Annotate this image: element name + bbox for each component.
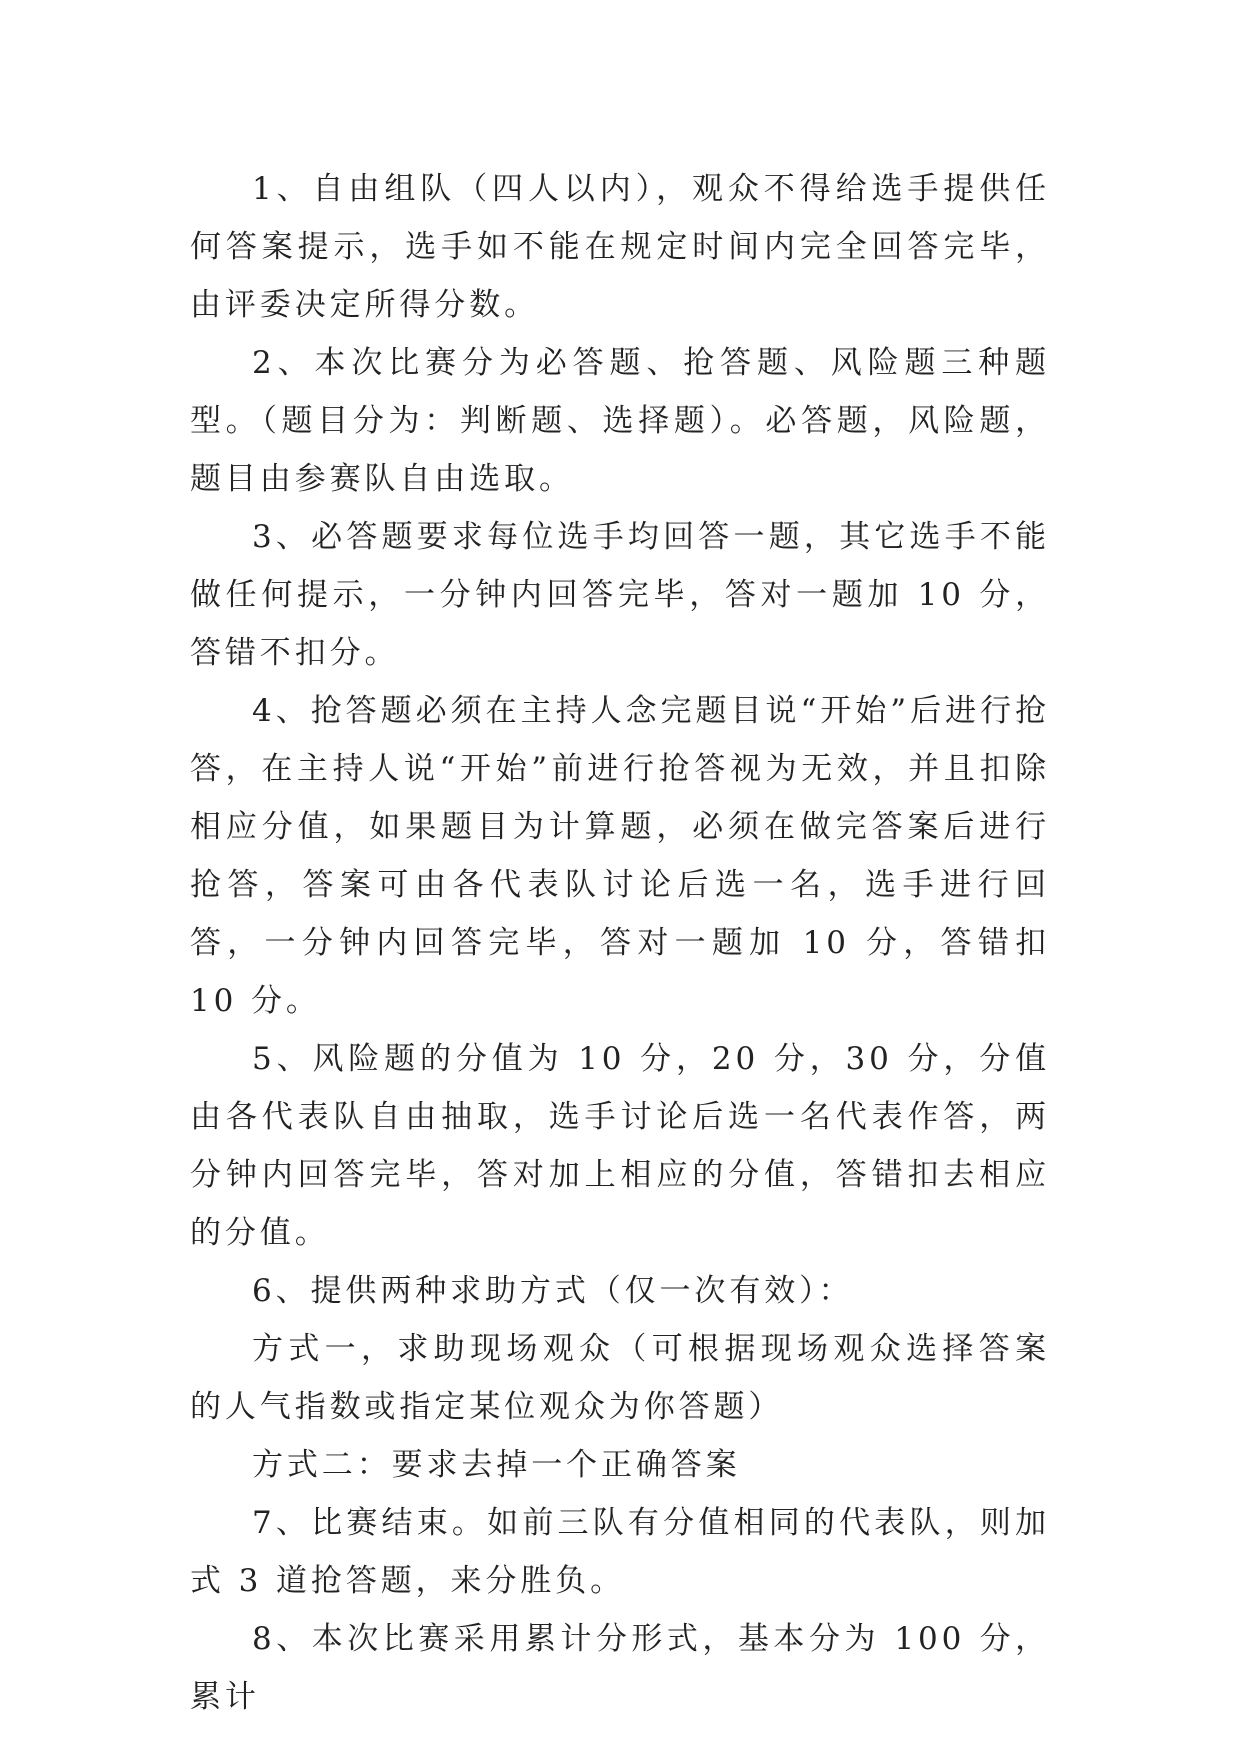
paragraph-rule-4: 4、抢答题必须在主持人念完题目说“开始”后进行抢答，在主持人说“开始”前进行抢答视为无效，并且扣除相应分值，如果题目为计算题，必须在做完答案后进行抢答，答案可由各代表队讨论后选一名，选手进行回答，一分钟内回答完毕，答对一题加 10 分，答错扣 10 分。 bbox=[190, 693, 1050, 1019]
paragraph-help-option-1: 方式一，求助现场观众（可根据现场观众选择答案的人气指数或指定某位观众为你答题） bbox=[190, 1331, 1050, 1425]
paragraph-help-option-2: 方式二：要求去掉一个正确答案 bbox=[252, 1447, 741, 1483]
paragraph-rule-7: 7、比赛结束。如前三队有分值相同的代表队，则加式 3 道抢答题，来分胜负。 bbox=[190, 1505, 1050, 1599]
paragraph-rule-1: 1、自由组队（四人以内），观众不得给选手提供任何答案提示，选手如不能在规定时间内完全回答完毕，由评委决定所得分数。 bbox=[190, 171, 1050, 323]
paragraph-rule-8: 8、本次比赛采用累计分形式，基本分为 100 分，累计 bbox=[190, 1621, 1050, 1715]
rules-text bbox=[190, 160, 1050, 1726]
paragraph-rule-3: 3、必答题要求每位选手均回答一题，其它选手不能做任何提示，一分钟内回答完毕，答对一题加 10 分，答错不扣分。 bbox=[190, 519, 1050, 671]
paragraph-rule-5: 5、风险题的分值为 10 分，20 分，30 分，分值由各代表队自由抽取，选手讨论后选一名代表作答，两分钟内回答完毕，答对加上相应的分值，答错扣去相应的分值。 bbox=[190, 1041, 1050, 1251]
paragraph-rule-2: 2、本次比赛分为必答题、抢答题、风险题三种题型。（题目分为：判断题、选择题）。必答题，风险题，题目由参赛队自由选取。 bbox=[190, 345, 1050, 497]
paragraph-rule-6: 6、提供两种求助方式（仅一次有效）： bbox=[252, 1273, 854, 1309]
